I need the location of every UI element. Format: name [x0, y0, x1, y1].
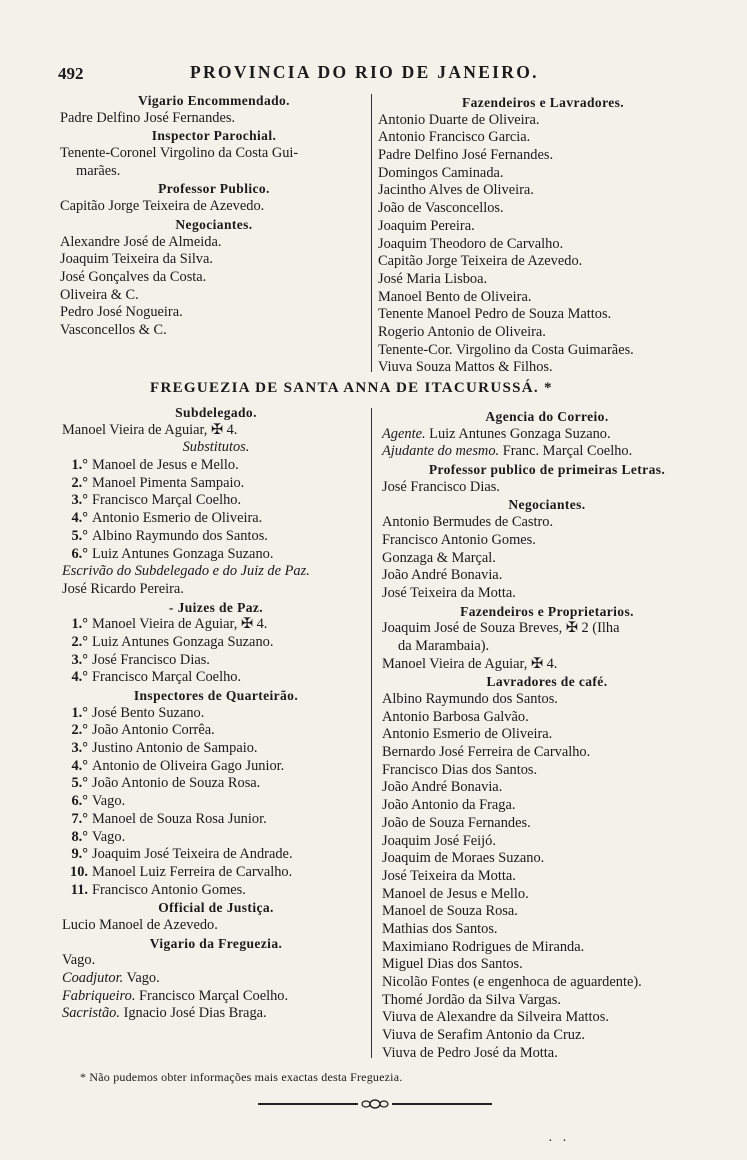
numbered-entry [62, 740, 370, 758]
entry: Viuva de Pedro José da Motta. [382, 1044, 558, 1061]
section-heading: Negociantes. [508, 497, 586, 513]
entry-number: 7.° [71, 810, 88, 827]
section-heading: Professor publico de primeiras Letras. [428, 462, 666, 478]
entry: Antonio Esmerio de Oliveira. [382, 726, 553, 743]
column-rule-bottom [371, 408, 372, 1058]
entry: José Teixeira da Motta. [382, 867, 516, 884]
numbered-entry [62, 775, 370, 793]
entry: Joaquim Theodoro de Carvalho. [378, 235, 564, 252]
section-heading: Professor Publico. [158, 181, 270, 197]
entry: Capitão Jorge Teixeira de Azevedo. [378, 253, 583, 270]
running-head: PROVINCIA DO RIO DE JANEIRO. [190, 62, 539, 82]
entry-text: Manoel de Jesus e Mello. [92, 457, 239, 474]
entry: Manoel Bento de Oliveira. [378, 288, 532, 305]
entry: Albino Raymundo dos Santos. [382, 691, 558, 707]
entry-text: Luiz Antunes Gonzaga Suzano. [425, 425, 611, 442]
entry: Francisco Dias dos Santos. [382, 761, 538, 778]
column-bottom-left [62, 404, 370, 1023]
entry: Gonzaga & Marçal. [382, 549, 496, 566]
entry: Maximiano Rodrigues de Miranda. [382, 938, 585, 955]
entry: Antonio Francisco Garcia. [378, 129, 531, 146]
numbered-entry [62, 669, 370, 687]
entry-number: 2.° [71, 722, 88, 739]
section-heading: Inspector Parochial. [151, 128, 277, 144]
entry: Mathias dos Santos. [382, 920, 498, 937]
entry: Joaquim de Moraes Suzano. [382, 850, 545, 867]
entry-text: Francisco Antonio Gomes. [92, 881, 246, 898]
entry: João André Bonavia. [382, 567, 503, 584]
column-top-right [378, 94, 708, 377]
entry: José Maria Lisboa. [378, 270, 488, 287]
entry: Antonio Duarte de Oliveira. [378, 111, 540, 128]
entry-text: Antonio de Oliveira Gago Junior. [92, 757, 285, 774]
entry: Bernardo José Ferreira de Carvalho. [382, 744, 591, 761]
section-heading: Fazendeiros e Proprietarios. [460, 603, 634, 619]
entry: Viuva Souza Mattos & Filhos. [378, 359, 553, 376]
entry: João Antonio da Fraga. [382, 797, 516, 814]
entry: José Teixeira da Motta. [382, 584, 516, 601]
entry-text: Vago. [123, 970, 160, 986]
numbered-entry [62, 811, 370, 829]
end-marks: · · [548, 1134, 570, 1149]
numbered-entry [62, 829, 370, 847]
section-heading: Negociantes. [175, 216, 253, 232]
entry: Miguel Dias dos Santos. [382, 956, 523, 973]
numbered-entry [62, 528, 370, 546]
entry-number: 1.° [71, 457, 88, 474]
numbered-entry [62, 492, 370, 510]
section-heading: Subdelegado. [175, 405, 257, 420]
entry-text: José Bento Suzano. [92, 704, 205, 721]
numbered-entry [62, 634, 370, 652]
numbered-entry [62, 846, 370, 864]
entry: Rogerio Antonio de Oliveira. [378, 323, 546, 340]
section-heading: Lavradores de café. [486, 674, 608, 690]
entry-text: Albino Raymundo dos Santos. [92, 527, 268, 544]
numbered-entry [62, 616, 370, 634]
entry: Joaquim Pereira. [378, 217, 475, 234]
entry-number: 4.° [71, 669, 88, 686]
entry: Alexandre José de Almeida. [60, 233, 222, 250]
entry-number: 5.° [71, 775, 88, 792]
entry: Antonio Barbosa Galvão. [382, 708, 529, 725]
entry-number: 5.° [71, 527, 88, 544]
entry-continuation: da Marambaia). [398, 637, 490, 654]
entry-label: Agente. [382, 425, 426, 442]
entry-number: 3.° [71, 492, 88, 509]
entry: Viuva de Alexandre da Silveira Mattos. [382, 1009, 609, 1026]
labeled-entry [62, 988, 370, 1006]
section-heading: Inspectores de Quarteirão. [133, 688, 299, 703]
entry-number: 8.° [71, 828, 88, 845]
labeled-entry [62, 1005, 370, 1023]
entry-number: 4.° [71, 757, 88, 774]
entry-label: Ajudante do mesmo. [382, 443, 500, 460]
entry: Viuva de Serafim Antonio da Cruz. [382, 1027, 585, 1044]
entry-label: Coadjutor. [62, 970, 124, 986]
entry-number: 11. [70, 881, 88, 898]
entry: Lucio Manoel de Azevedo. [62, 916, 218, 933]
entry-text: Francisco Marçal Coelho. [135, 987, 289, 1004]
entry: João de Vasconcellos. [378, 200, 504, 217]
entry: Manoel de Souza Rosa. [382, 903, 518, 920]
entry-text: Manoel Luiz Ferreira de Carvalho. [92, 863, 293, 880]
entry: Jacintho Alves de Oliveira. [378, 182, 534, 199]
entry-number: 10. [70, 863, 88, 880]
entry-text: João Antonio Corrêa. [92, 722, 215, 739]
labeled-entry [62, 970, 370, 988]
entry: Joaquim José de Souza Breves, ✠ 2 (Ilha [382, 620, 620, 637]
entry-text: Joaquim José Teixeira de Andrade. [92, 846, 293, 863]
section-heading: Vigario Encommendado. [138, 93, 290, 108]
entry-label: Sacristão. [62, 1005, 120, 1022]
entry: Vasconcellos & C. [60, 321, 167, 338]
entry: Padre Delfino José Fernandes. [378, 147, 554, 164]
column-top-left [60, 92, 368, 340]
entry-number: 2.° [71, 474, 88, 491]
entry: Antonio Bermudes de Castro. [382, 514, 554, 531]
entry-number: 2.° [71, 633, 88, 650]
numbered-entry [62, 652, 370, 670]
entry-text: Manoel Vieira de Aguiar, ✠ 4. [92, 616, 268, 633]
entry: Tenente-Cor. Virgolino da Costa Guimarães. [378, 341, 634, 358]
entry: Tenente Manoel Pedro de Souza Mattos. [378, 306, 612, 323]
entry: José Gonçalves da Costa. [60, 268, 207, 285]
column-bottom-right [382, 408, 712, 1062]
numbered-entry [62, 546, 370, 564]
entry-text: Antonio Esmerio de Oliveira. [92, 510, 263, 527]
entry: Vago. [62, 952, 96, 969]
entry-number: 3.° [71, 651, 88, 668]
numbered-entry [62, 705, 370, 723]
numbered-entry [62, 758, 370, 776]
numbered-entry [62, 475, 370, 493]
entry: Capitão Jorge Teixeira de Azevedo. [60, 198, 265, 215]
entry-number: 4.° [71, 510, 88, 527]
entry: Manoel Vieira de Aguiar, ✠ 4. [382, 655, 558, 672]
entry-number: 9.° [71, 846, 88, 863]
entry-number: 6.° [71, 545, 88, 562]
entry: Joaquim Teixeira da Silva. [60, 251, 213, 268]
numbered-entry [62, 793, 370, 811]
column-rule-top [371, 94, 372, 372]
entry: Joaquim José Feijó. [382, 832, 496, 849]
section-heading: Official de Justiça. [158, 900, 274, 916]
entry-text: Justino Antonio de Sampaio. [92, 740, 258, 757]
subheading: Substitutos. [182, 439, 250, 456]
entry: Francisco Antonio Gomes. [382, 531, 536, 548]
section-heading: - Juizes de Paz. [168, 599, 264, 615]
numbered-entry [62, 457, 370, 475]
entry: Manoel de Jesus e Mello. [382, 885, 529, 902]
entry-text: Manoel Pimenta Sampaio. [92, 474, 245, 491]
entry-number: 1.° [71, 616, 88, 633]
entry-text: Vago. [92, 793, 126, 810]
entry: Thomé Jordão da Silva Vargas. [382, 991, 561, 1008]
scroll-ornament-icon [360, 1097, 390, 1111]
fleuron-ornament [258, 1097, 492, 1111]
entry: José Ricardo Pereira. [62, 580, 184, 597]
entry: Tenente-Coronel Virgolino da Costa Gui- [60, 145, 299, 162]
labeled-entry [382, 443, 712, 461]
entry-text: Vago. [92, 828, 126, 845]
entry: Nicolão Fontes (e engenhoca de aguardente). [382, 974, 642, 990]
entry: João de Souza Fernandes. [382, 814, 531, 831]
entry-text: José Francisco Dias. [92, 651, 210, 668]
entry-number: 6.° [71, 793, 88, 810]
entry: Oliveira & C. [60, 286, 139, 303]
numbered-entry [62, 882, 370, 900]
labeled-entry [382, 426, 712, 444]
entry-label: Fabriqueiro. [62, 987, 136, 1004]
entry: José Francisco Dias. [382, 478, 500, 495]
section-heading: Vigario da Freguezia. [149, 935, 283, 951]
section-heading: Agencia do Correio. [485, 409, 609, 424]
page-number: 492 [58, 64, 84, 83]
footnote: * Não pudemos obter informações mais exactas desta Freguezia. [80, 1070, 403, 1084]
entry-text: Francisco Marçal Coelho. [92, 669, 242, 686]
section-title: FREGUEZIA DE SANTA ANNA DE ITACURUSSÁ. * [150, 380, 553, 396]
numbered-entry [62, 722, 370, 740]
entry-continuation: marães. [76, 162, 121, 179]
entry: Padre Delfino José Fernandes. [60, 109, 236, 126]
entry-text: Manoel de Souza Rosa Junior. [92, 810, 267, 827]
entry-text: Ignacio José Dias Braga. [119, 1005, 267, 1022]
entry: João André Bonavia. [382, 779, 503, 796]
entry-number: 1.° [71, 704, 88, 721]
entry: Domingos Caminada. [378, 164, 504, 181]
entry-text: Luiz Antunes Gonzaga Suzano. [92, 633, 274, 650]
numbered-entry [62, 864, 370, 882]
numbered-entry [62, 510, 370, 528]
entry-text: João Antonio de Souza Rosa. [92, 775, 261, 792]
entry-number: 3.° [71, 740, 88, 757]
entry: Pedro José Nogueira. [60, 304, 183, 321]
entry: Manoel Vieira de Aguiar, ✠ 4. [62, 421, 238, 438]
italic-caption: Escrivão do Subdelegado e do Juiz de Paz. [62, 563, 310, 580]
section-heading: Fazendeiros e Lavradores. [461, 95, 625, 110]
entry-text: Luiz Antunes Gonzaga Suzano. [92, 545, 274, 562]
entry-text: Franc. Marçal Coelho. [499, 443, 633, 460]
entry-text: Francisco Marçal Coelho. [92, 492, 242, 509]
